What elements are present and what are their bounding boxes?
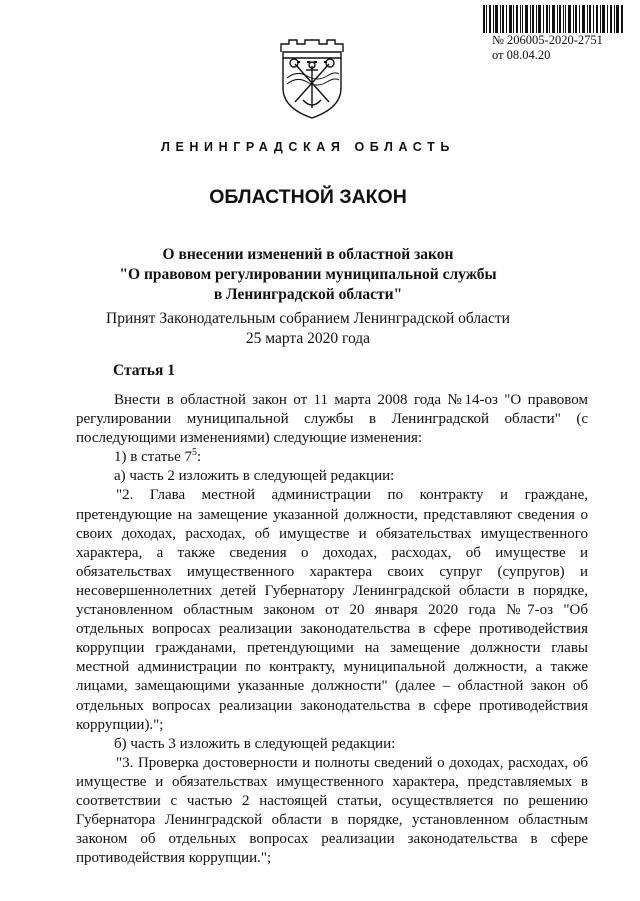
paragraph-part-3: "3. Проверка достоверности и полноты сведений о доходах, расходах, об имуществе и обязательствах имущественного характера, представляемых в соответствии с частью 2 настоящей статьи, осуществляется по решению Губернатора Ленинградской области в порядке, установленном областным законом об отдельных вопросах реализации законодательства в сфере противодействия коррупции."; <box>76 754 588 867</box>
region-heading: ЛЕНИНГРАДСКАЯ ОБЛАСТЬ <box>161 140 455 154</box>
law-title-line: "О правовом регулировании муниципальной службы <box>119 266 497 283</box>
adoption-line: Принят Законодательным собранием Ленинградской области <box>106 310 510 327</box>
barcode <box>483 5 623 33</box>
registration-date: от 08.04.20 <box>492 48 551 62</box>
paragraph-item-1 <box>76 448 588 467</box>
article-body <box>76 391 588 868</box>
law-title-line: О внесении изменений в областной закон <box>162 246 454 263</box>
item-1-text: 1) в статье 7 <box>114 449 193 466</box>
law-title-line: в Ленинградской области" <box>213 286 403 303</box>
law-title <box>80 245 536 305</box>
coat-of-arms-icon <box>277 38 347 120</box>
adoption-note <box>60 309 556 349</box>
registration-number: № 206005-2020-2751 <box>492 33 603 47</box>
adoption-date: 25 марта 2020 года <box>245 330 371 347</box>
registration-stamp <box>492 33 603 63</box>
item-1-suffix: : <box>197 449 202 466</box>
paragraph-subitem-b: б) часть 3 изложить в следующей редакции: <box>114 735 396 752</box>
item-1-superscript: 5 <box>192 447 198 459</box>
document-type: ОБЛАСТНОЙ ЗАКОН <box>209 186 407 208</box>
paragraph-part-2: "2. Глава местной администрации по контракту и граждане, претендующие на замещение указанной должности, представляют сведения о своих доходах, расходах, об имуществе и обязательствах имущественного характера, а также сведения о доходах, расходах, об имуществе и обязательствах имущественного характера своих супруг (супругов) и несовершеннолетних детей Губернатору Ленинградской области в порядке, установленном областным законом от 20 января 2020 года №7-оз "Об отдельных вопросах реализации законодательства в сфере противодействия коррупции гражданами, претендующими на замещение должности главы местной администрации по контракту, муниципальной должности, а также лицами, замещающими указанные должности" (далее – областной закон об отдельных вопросах реализации законодательства в сфере противодействия коррупции)."; <box>76 487 588 733</box>
paragraph-subitem-a: а) часть 2 изложить в следующей редакции: <box>114 468 395 485</box>
paragraph-intro: Внести в областной закон от 11 марта 2008 года №14-оз "О правовом регулировании муниципальной службы в Ленинградской области" (с последующими изменениями) следующие изменения: <box>76 392 588 447</box>
article-heading: Статья 1 <box>113 362 175 379</box>
